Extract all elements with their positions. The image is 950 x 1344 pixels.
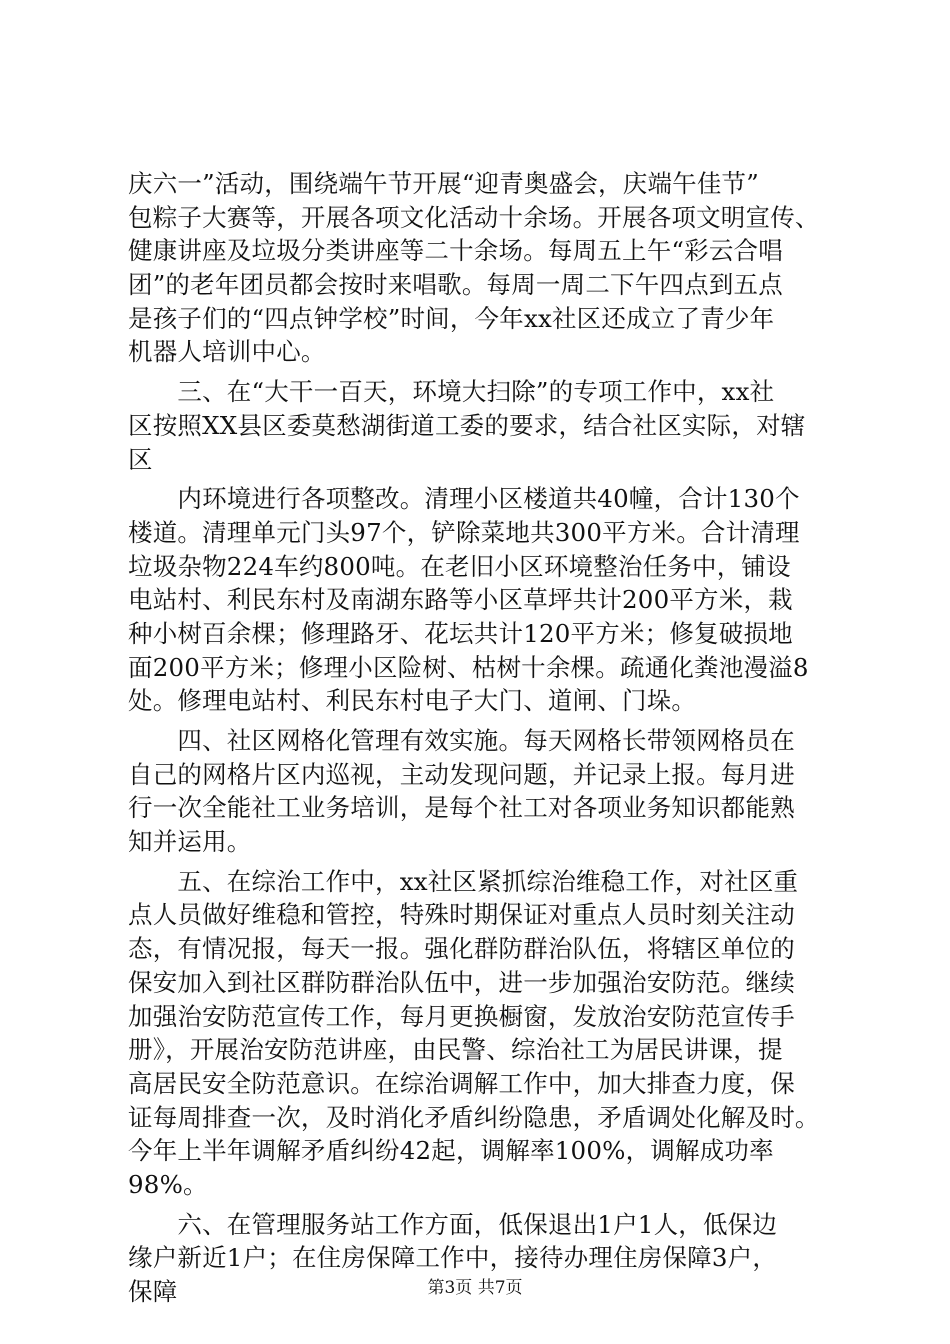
text-line: 册》，开展治安防范讲座，由民警、综治社工为居民讲课，提 — [128, 1035, 783, 1065]
text-line: 团”的老年团员都会按时来唱歌。每周一周二下午四点到五点 — [128, 270, 783, 300]
text-line: 区 — [128, 444, 153, 474]
text-line: 种小树百余棵；修理路牙、花坛共计120平方米；修复破损地 — [128, 618, 793, 648]
text-line: 是孩子们的“四点钟学校”时间，今年xx社区还成立了青少年 — [128, 303, 775, 333]
text-line: 健康讲座及垃圾分类讲座等二十余场。每周五上午“彩云合唱 — [128, 236, 783, 266]
text-line: 包粽子大赛等，开展各项文化活动十余场。开展各项文明宣传、 — [128, 202, 820, 232]
text-line: 保障 — [128, 1277, 178, 1306]
text-line: 高居民安全防范意识。在综治调解工作中，加大排查力度，保 — [128, 1068, 795, 1098]
text-line: 知并运用。 — [128, 827, 252, 857]
text-line: 自己的网格片区内巡视，主动发现问题，并记录上报。每月进 — [128, 759, 795, 789]
text-line: 态，有情况报，每天一报。强化群防群治队伍，将辖区单位的 — [128, 934, 795, 964]
page-number-footer: 第3页 共7页 — [427, 1278, 523, 1298]
text-line: 楼道。清理单元门头97个，铲除菜地共300平方米。合计清理 — [128, 517, 800, 547]
text-line: 缘户新近1户；在住房保障工作中，接待办理住房保障3户， — [128, 1243, 778, 1273]
text-line: 四、社区网格化管理有效实施。每天网格长带领网格员在 — [128, 726, 795, 755]
document-body — [128, 167, 838, 1309]
text-line: 三、在“大干一百天，环境大扫除”的专项工作中，xx社 — [128, 377, 775, 407]
text-line: 证每周排查一次，及时消化矛盾纠纷隐患，矛盾调处化解及时。 — [128, 1102, 820, 1132]
text-line: 五、在综治工作中，xx社区紧抓综治维稳工作，对社区重 — [128, 866, 799, 896]
text-line: 六、在管理服务站工作方面，低保退出1户1人，低保边 — [128, 1209, 778, 1239]
text-line: 垃圾杂物224车约800吨。在老旧小区环境整治任务中，铺设 — [128, 551, 791, 581]
text-line: 保安加入到社区群防群治队伍中，进一步加强治安防范。继续 — [128, 967, 795, 997]
text-line: 98%。 — [128, 1169, 208, 1199]
text-line: 今年上半年调解矛盾纠纷42起，调解率100%，调解成功率 — [128, 1136, 774, 1166]
text-line: 庆六一”活动，围绕端午节开展“迎青奥盛会，庆端午佳节” — [128, 169, 759, 198]
text-line: 电站村、利民东村及南湖东路等小区草坪共计200平方米，栽 — [128, 585, 793, 615]
text-line: 处。修理电站村、利民东村电子大门、道闸、门垛。 — [128, 686, 697, 716]
text-line: 加强治安防范宣传工作，每月更换橱窗，发放治安防范宣传手 — [128, 1001, 795, 1031]
text-line: 内环境进行各项整改。清理小区楼道共40幢，合计130个 — [128, 484, 800, 514]
text-line: 区按照XX县区委莫愁湖街道工委的要求，结合社区实际，对辖 — [128, 410, 806, 440]
text-line: 点人员做好维稳和管控，特殊时期保证对重点人员时刻关注动 — [128, 900, 795, 930]
text-line: 行一次全能社工业务培训，是每个社工对各项业务知识都能熟 — [128, 793, 795, 823]
text-line: 机器人培训中心。 — [128, 337, 326, 367]
text-line: 面200平方米；修理小区险树、枯树十余棵。疏通化粪池漫溢8 — [128, 652, 809, 682]
